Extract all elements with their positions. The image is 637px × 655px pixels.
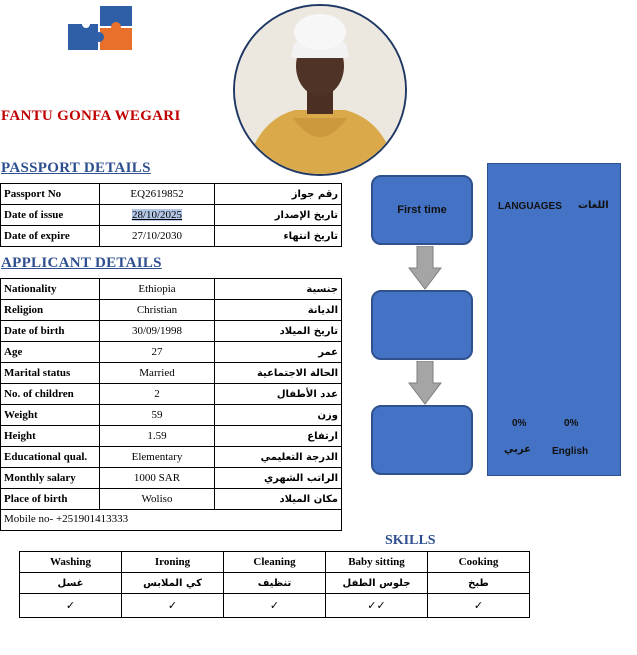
birth-date-arabic: تاريخ الميلاد <box>215 321 342 342</box>
skill-cooking: Cooking <box>428 552 530 573</box>
birth-place-arabic: مكان الميلاد <box>215 489 342 510</box>
skill-baby-sitting-arabic: جلوس الطفل <box>326 573 428 594</box>
religion-value: Christian <box>100 300 215 321</box>
arabic-label: عربي <box>504 444 531 455</box>
expire-date-label: Date of expire <box>1 226 100 247</box>
flow-box-second <box>371 290 473 360</box>
applicant-section-title: APPLICANT DETAILS <box>1 255 162 271</box>
issue-date-value: 28/10/2025 <box>131 209 183 221</box>
table-row <box>1 342 342 363</box>
skill-baby-sitting: Baby sitting <box>326 552 428 573</box>
table-row <box>20 552 530 573</box>
down-arrow-icon <box>408 361 442 405</box>
salary-label: Monthly salary <box>1 468 100 489</box>
children-arabic: عدد الأطفال <box>215 384 342 405</box>
check-icon: ✓ <box>20 594 122 618</box>
table-row <box>1 300 342 321</box>
table-row <box>1 468 342 489</box>
children-label: No. of children <box>1 384 100 405</box>
languages-title: LANGUAGES <box>498 201 562 212</box>
company-logo <box>66 4 136 52</box>
table-row <box>1 384 342 405</box>
languages-panel <box>487 163 621 476</box>
skills-title: SKILLS <box>385 533 436 548</box>
check-icon: ✓✓ <box>326 594 428 618</box>
applicant-table <box>0 278 342 510</box>
height-value: 1.59 <box>100 426 215 447</box>
birth-place-label: Place of birth <box>1 489 100 510</box>
weight-arabic: وزن <box>215 405 342 426</box>
height-arabic: ارتفاع <box>215 426 342 447</box>
flow-box-first-time: First time <box>371 175 473 245</box>
religion-arabic: الديانة <box>215 300 342 321</box>
issue-date-arabic: تاريخ الإصدار <box>215 205 342 226</box>
table-row <box>1 363 342 384</box>
nationality-arabic: جنسية <box>215 279 342 300</box>
birth-date-value: 30/09/1998 <box>100 321 215 342</box>
passport-table <box>0 183 342 247</box>
mobile-number: Mobile no- +251901413333 <box>0 510 342 531</box>
birth-place-value: Woliso <box>100 489 215 510</box>
skill-cleaning: Cleaning <box>224 552 326 573</box>
expire-date-arabic: تاريخ انتهاء <box>215 226 342 247</box>
table-row <box>1 205 342 226</box>
skill-cleaning-arabic: تنظيف <box>224 573 326 594</box>
skill-washing: Washing <box>20 552 122 573</box>
skill-cooking-arabic: طبخ <box>428 573 530 594</box>
english-percent: 0% <box>564 418 579 429</box>
skill-washing-arabic: غسل <box>20 573 122 594</box>
table-row <box>1 405 342 426</box>
birth-date-label: Date of birth <box>1 321 100 342</box>
candidate-name: FANTU GONFA WEGARI <box>1 108 181 124</box>
nationality-label: Nationality <box>1 279 100 300</box>
table-row <box>1 226 342 247</box>
expire-date-value: 27/10/2030 <box>100 226 215 247</box>
languages-title-arabic: اللغات <box>578 200 609 211</box>
arabic-percent: 0% <box>512 418 527 429</box>
marital-status-value: Married <box>100 363 215 384</box>
education-value: Elementary <box>100 447 215 468</box>
check-icon: ✓ <box>122 594 224 618</box>
passport-section-title: PASSPORT DETAILS <box>1 160 151 176</box>
height-label: Height <box>1 426 100 447</box>
table-row <box>20 594 530 618</box>
check-icon: ✓ <box>428 594 530 618</box>
skills-table <box>19 551 530 618</box>
check-icon: ✓ <box>224 594 326 618</box>
children-value: 2 <box>100 384 215 405</box>
flow-box-third <box>371 405 473 475</box>
weight-label: Weight <box>1 405 100 426</box>
table-row <box>1 489 342 510</box>
table-row <box>1 279 342 300</box>
weight-value: 59 <box>100 405 215 426</box>
passport-no-label: Passport No <box>1 184 100 205</box>
passport-no-value: EQ2619852 <box>100 184 215 205</box>
salary-arabic: الراتب الشهري <box>215 468 342 489</box>
education-arabic: الدرجة التعليمي <box>215 447 342 468</box>
table-row <box>1 321 342 342</box>
marital-status-label: Marital status <box>1 363 100 384</box>
religion-label: Religion <box>1 300 100 321</box>
nationality-value: Ethiopia <box>100 279 215 300</box>
table-row <box>1 426 342 447</box>
age-label: Age <box>1 342 100 363</box>
issue-date-label: Date of issue <box>1 205 100 226</box>
salary-value: 1000 SAR <box>100 468 215 489</box>
candidate-photo <box>233 4 407 176</box>
table-row <box>20 573 530 594</box>
skill-ironing: Ironing <box>122 552 224 573</box>
skill-ironing-arabic: كي الملابس <box>122 573 224 594</box>
age-value: 27 <box>100 342 215 363</box>
table-row <box>1 447 342 468</box>
table-row <box>1 184 342 205</box>
education-label: Educational qual. <box>1 447 100 468</box>
down-arrow-icon <box>408 246 442 290</box>
age-arabic: عمر <box>215 342 342 363</box>
marital-status-arabic: الحالة الاجتماعية <box>215 363 342 384</box>
passport-no-arabic: رقم جواز <box>215 184 342 205</box>
english-label: English <box>552 446 589 457</box>
